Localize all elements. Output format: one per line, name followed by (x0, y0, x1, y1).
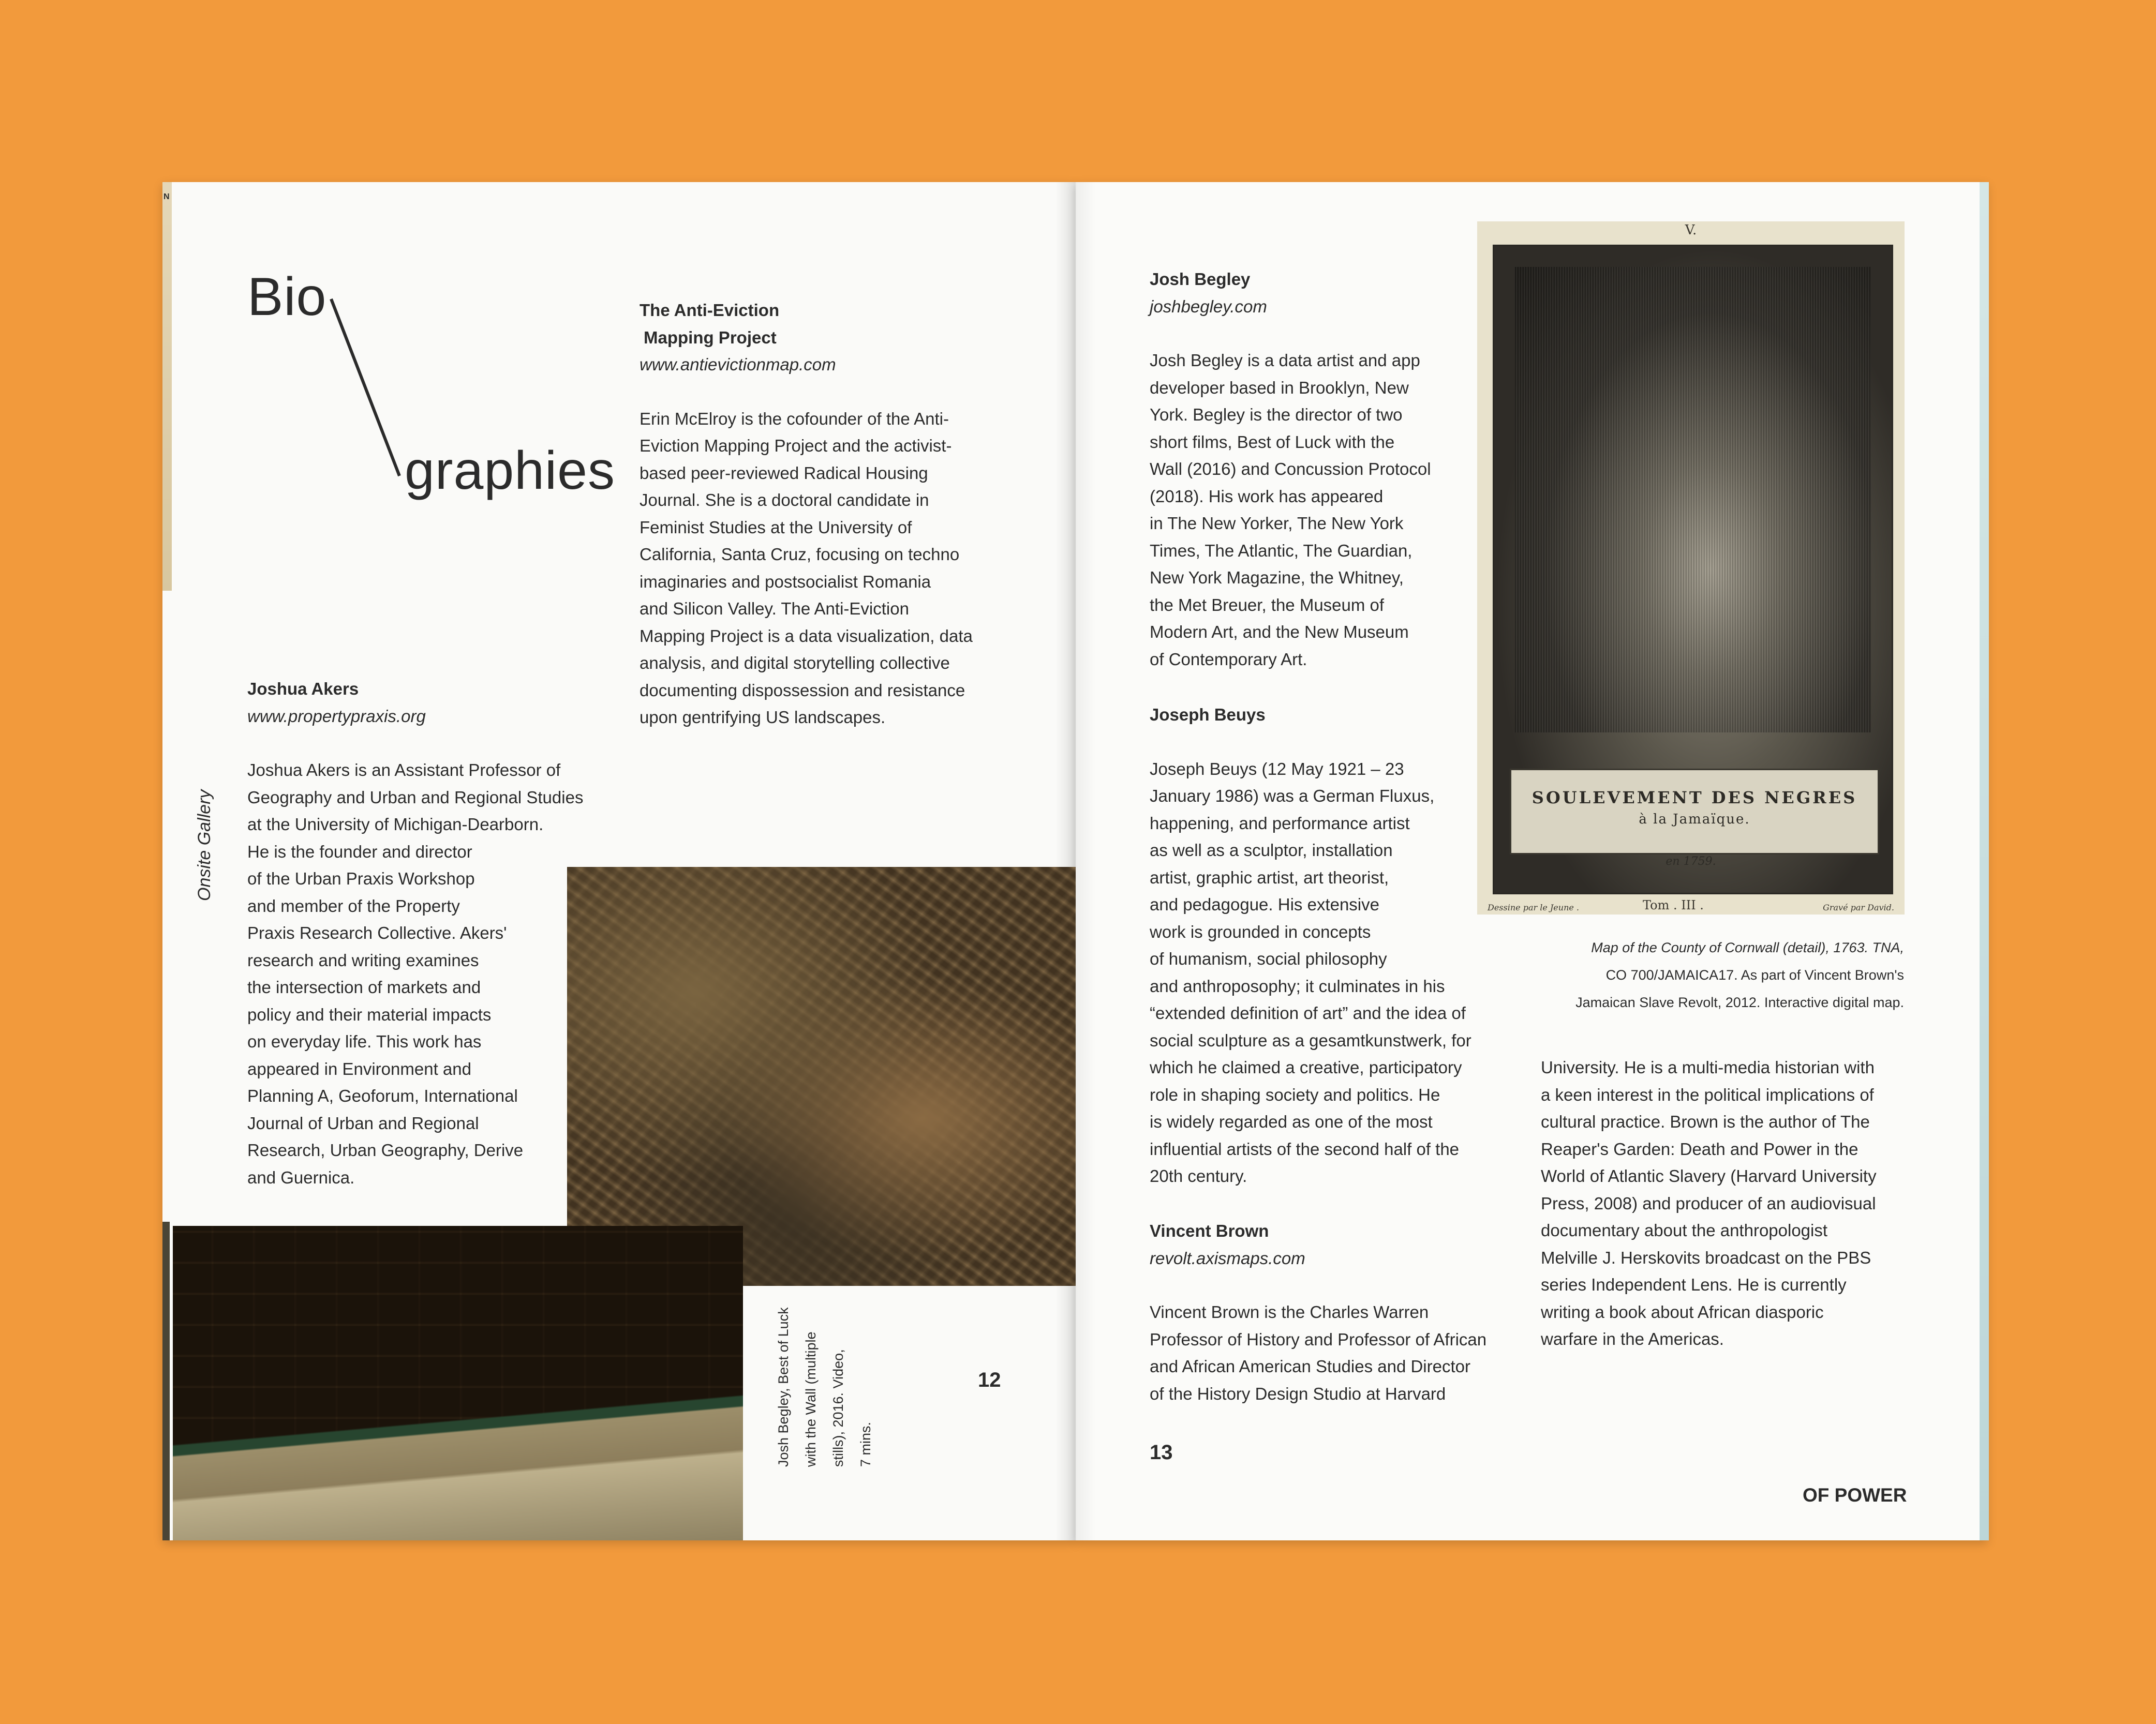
bio-line: and anthroposophy; it culminates in his (1150, 976, 1445, 996)
running-footer: OF POWER (1803, 1485, 1907, 1506)
bio-line: and Guernica. (247, 1167, 355, 1187)
bio-line: of Contemporary Art. (1150, 649, 1307, 669)
bio-line: Vincent Brown is the Charles Warren (1150, 1302, 1429, 1322)
bio-name: Josh Begley (1150, 269, 1251, 289)
caption-line: Josh Begley, Best of Luck (776, 1307, 791, 1467)
bio-url[interactable]: joshbegley.com (1150, 296, 1267, 316)
bio-line: “extended definition of art” and the idea of (1150, 1003, 1466, 1023)
bio-line: upon gentrifying US landscapes. (640, 708, 886, 727)
bio-name: Joseph Beuys (1150, 705, 1266, 724)
bio-url[interactable]: www.antievictionmap.com (640, 355, 836, 374)
bio-line: happening, and performance artist (1150, 813, 1410, 833)
bio-line: Journal of Urban and Regional (247, 1113, 479, 1133)
bio-line: research and writing examines (247, 950, 479, 970)
bio-name: Joshua Akers (247, 679, 359, 698)
caption-line: with the Wall (multiple (803, 1331, 819, 1467)
bio-line: Wall (2016) and Concussion Protocol (1150, 459, 1431, 478)
caption-line: CO 700/JAMAICA17. As part of Vincent Brown's (1605, 967, 1904, 983)
bio-line: of the Urban Praxis Workshop (247, 869, 475, 888)
image-caption (770, 1307, 880, 1467)
bio-line: Journal. She is a doctoral candidate in (640, 490, 929, 509)
engraving-image (1477, 221, 1905, 915)
bio-line: influential artists of the second half of the (1150, 1139, 1460, 1159)
bio-line: in The New Yorker, The New York (1150, 514, 1404, 533)
bio-line: series Independent Lens. He is currently (1541, 1275, 1847, 1294)
bio-name: The Anti-Eviction (640, 301, 780, 320)
bio-line: warfare in the Americas. (1541, 1329, 1724, 1348)
bio-text (247, 757, 620, 1191)
bio-line: which he claimed a creative, participatory (1150, 1058, 1462, 1077)
bio-line: and Silicon Valley. The Anti-Eviction (640, 599, 909, 618)
corner-mark: N (163, 192, 170, 201)
bio-vincent-brown-continued (1541, 1054, 1934, 1353)
bio-line: World of Atlantic Slavery (Harvard University (1541, 1166, 1877, 1186)
bio-line: Modern Art, and the New Museum (1150, 622, 1409, 641)
bio-line: Research, Urban Geography, Derive (247, 1141, 524, 1160)
bio-line: (2018). His work has appeared (1150, 486, 1384, 506)
bio-line: policy and their material impacts (247, 1005, 492, 1024)
engraving-title: SOULEVEMENT DES NEGRES (1531, 788, 1857, 807)
bio-line: cultural practice. Brown is the author of The (1541, 1112, 1870, 1131)
bio-line: at the University of Michigan-Dearborn. (247, 815, 544, 834)
bio-line: York. Begley is the director of two (1150, 405, 1403, 424)
bio-line: He is the founder and director (247, 842, 472, 861)
engraving-label (1510, 769, 1879, 854)
bio-line: Reaper's Garden: Death and Power in the (1541, 1139, 1858, 1159)
bio-line: Melville J. Herskovits broadcast on the PBS (1541, 1248, 1871, 1267)
engraving-credit-center: Tom . III . (1643, 898, 1704, 912)
bio-line: social sculpture as a gesamtkunstwerk, for (1150, 1030, 1471, 1050)
next-page-edge (1980, 182, 1989, 1540)
bio-line: 20th century. (1150, 1166, 1247, 1186)
bio-text (640, 406, 1064, 731)
bio-line: Feminist Studies at the University of (640, 517, 912, 537)
bio-line: January 1986) was a German Fluxus, (1150, 786, 1435, 805)
caption-line: Jamaican Slave Revolt, 2012. Interactive digital map. (1575, 995, 1904, 1010)
aerial-photo (173, 1226, 743, 1540)
engraving-subtitle: à la Jamaïque. (1639, 812, 1750, 827)
bio-text (1150, 1299, 1553, 1407)
bio-line: based peer-reviewed Radical Housing (640, 463, 928, 483)
bio-line: imaginaries and postsocialist Romania (640, 572, 931, 591)
bio-line: role in shaping society and politics. He (1150, 1085, 1440, 1104)
bio-line: and pedagogue. His extensive (1150, 895, 1379, 914)
page-number-right: 13 (1150, 1441, 1173, 1464)
bio-line: Joshua Akers is an Assistant Professor of (247, 760, 561, 779)
bio-line: documentary about the anthropologist (1541, 1221, 1828, 1240)
bio-line: Mapping Project is a data visualization, data (640, 626, 973, 646)
bio-line: Erin McElroy is the cofounder of the Anti- (640, 409, 949, 428)
bio-name: Vincent Brown (1150, 1221, 1269, 1240)
bio-line: Geography and Urban and Regional Studies (247, 787, 584, 807)
bio-joshua-akers (247, 676, 620, 1191)
engraving-credit-left: Dessine par le Jeune . (1488, 903, 1580, 912)
bio-line: Professor of History and Professor of African (1150, 1329, 1487, 1349)
bio-line: a keen interest in the political implications of (1541, 1085, 1874, 1104)
bio-line: Press, 2008) and producer of an audiovisual (1541, 1193, 1876, 1213)
bio-line: California, Santa Cruz, focusing on techno (640, 545, 960, 564)
bio-line: analysis, and digital storytelling collective (640, 653, 950, 672)
bio-line: work is grounded in concepts (1150, 922, 1371, 941)
bio-name-line2: Mapping Project (644, 327, 777, 347)
bio-line: documenting dispossession and resistance (640, 680, 965, 700)
figure-caption (1531, 934, 1904, 1016)
bio-line: is widely regarded as one of the most (1150, 1112, 1433, 1131)
bio-line: and member of the Property (247, 896, 460, 916)
engraving-scene (1515, 267, 1871, 732)
bio-line: Planning A, Geoforum, International (247, 1086, 518, 1105)
bio-line: of the History Design Studio at Harvard (1150, 1384, 1446, 1403)
engraving-plate-number: V. (1685, 222, 1697, 238)
caption-line: 7 mins. (858, 1421, 873, 1467)
bio-vincent-brown (1150, 1218, 1553, 1407)
page-number-left: 12 (978, 1369, 1001, 1391)
bio-line: and African American Studies and Director (1150, 1357, 1470, 1376)
bio-line: Praxis Research Collective. Akers' (247, 923, 507, 942)
bio-line: writing a book about African diasporic (1541, 1302, 1824, 1322)
bio-line: artist, graphic artist, art theorist, (1150, 867, 1389, 887)
page-edge-strip-bottom (162, 1222, 170, 1540)
bio-url[interactable]: revolt.axismaps.com (1150, 1248, 1305, 1268)
bio-line: on everyday life. This work has (247, 1032, 482, 1051)
bio-anti-eviction (640, 297, 1064, 731)
bio-line: of humanism, social philosophy (1150, 949, 1387, 968)
bio-line: the Met Breuer, the Museum of (1150, 595, 1385, 614)
bio-line: appeared in Environment and (247, 1059, 471, 1078)
engraving-date: en 1759. (1666, 855, 1716, 868)
bio-line: short films, Best of Luck with the (1150, 432, 1395, 452)
title-slash (326, 295, 409, 481)
caption-line: stills), 2016. Video, (830, 1349, 846, 1467)
page-title-part1: Bio (247, 267, 327, 327)
bio-url[interactable]: www.propertypraxis.org (247, 706, 426, 726)
bio-line: Times, The Atlantic, The Guardian, (1150, 541, 1412, 560)
bio-line: Josh Begley is a data artist and app (1150, 351, 1420, 370)
engraving-frame (1493, 245, 1893, 894)
bio-line: the intersection of markets and (247, 978, 481, 997)
caption-line: Map of the County of Cornwall (detail), 1763. TNA, (1591, 940, 1904, 955)
page-title-part2: graphies (405, 441, 615, 501)
bio-line: New York Magazine, the Whitney, (1150, 568, 1404, 587)
section-label: Onsite Gallery (195, 789, 214, 901)
bio-line: University. He is a multi-media historian with (1541, 1058, 1875, 1077)
bio-line: Joseph Beuys (12 May 1921 – 23 (1150, 759, 1404, 778)
page-edge-strip (162, 182, 172, 591)
bio-line: as well as a sculptor, installation (1150, 841, 1393, 860)
engraving-credit-right: Gravé par David. (1823, 903, 1894, 912)
bio-line: developer based in Brooklyn, New (1150, 378, 1409, 397)
terrain-photo (567, 867, 1076, 1286)
bio-line: Eviction Mapping Project and the activist- (640, 436, 952, 455)
